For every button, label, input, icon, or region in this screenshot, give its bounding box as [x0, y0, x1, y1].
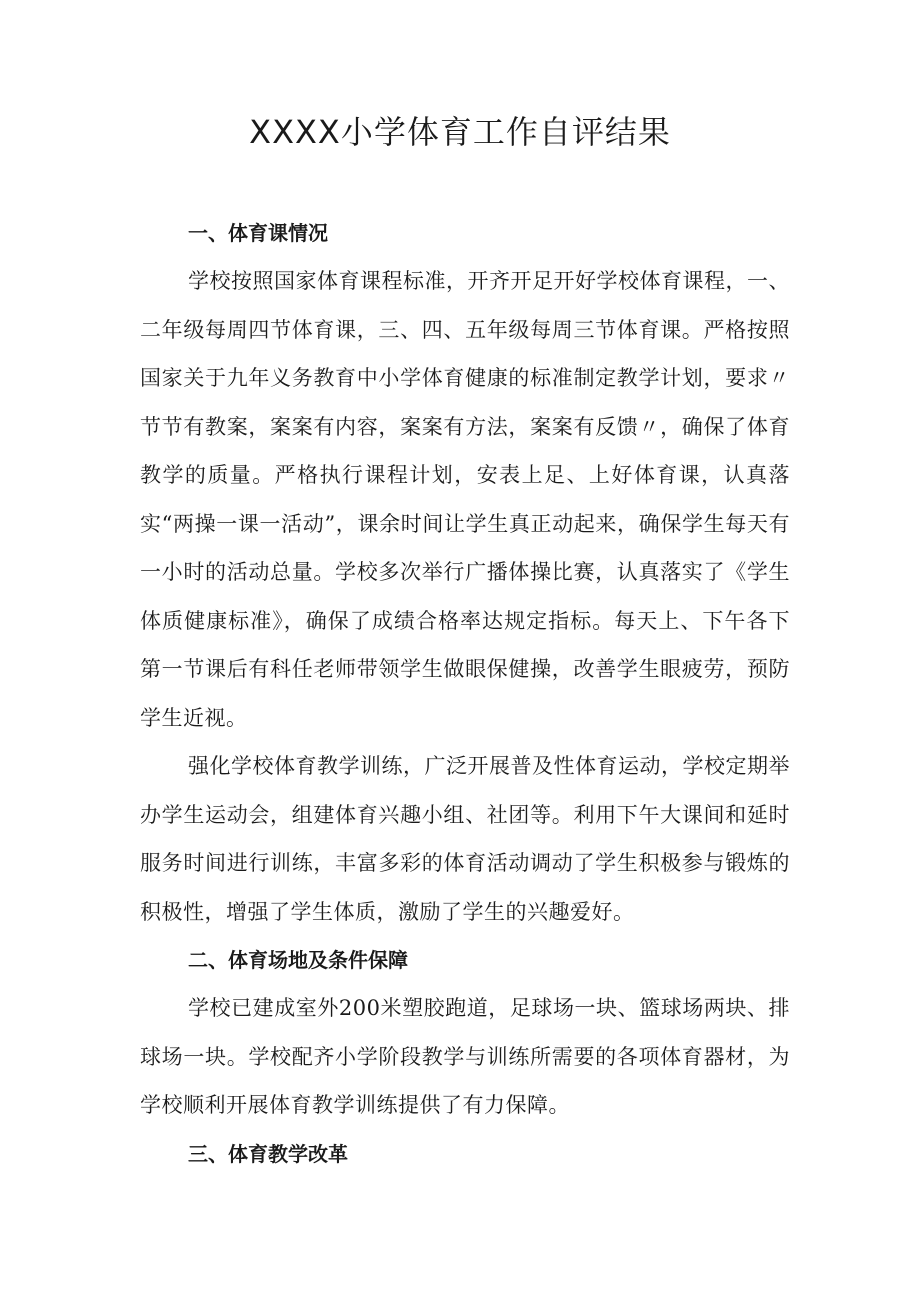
section-heading: 二、体育场地及条件保障 [188, 948, 408, 972]
document-body [140, 209, 790, 1178]
section-heading: 三、体育教学改革 [188, 1141, 348, 1166]
section-paragraph: 学校已建成室外200米塑胶跑道，足球场一块、篮球场两块、排球场一块。学校配齐小学阶段教学与训练所需要的各项体育器材，为学校顺利开展体育教学训练提供了有力保障。 [140, 996, 790, 1117]
section-heading: 一、体育课情况 [188, 221, 328, 245]
section-paragraph: 学校按照国家体育课程标准，开齐开足开好学校体育课程，一、二年级每周四节体育课，三、四、五年级每周三节体育课。严格按照国家关于九年义务教育中小学体育健康的标准制定教学计划，要求〃节节有教案，案案有内容，案案有方法，案案有反馈〃，确保了体育教学的质量。严格执行课程计划，安表上足、上好体育课，认真落实“两操一课一活动”，课余时间让学生真正动起来，确保学生每天有一小时的活动总量。学校多次举行广播体操比赛，认真落实了《学生体质健康标准》，确保了成绩合格率达规定指标。每天上、下午各下第一节课后有科任老师带领学生做眼保健操，改善学生眼疲劳，预防学生近视。 [140, 269, 790, 730]
section-paragraph: 强化学校体育教学训练，广泛开展普及性体育运动，学校定期举办学生运动会，组建体育兴趣小组、社团等。利用下午大课间和延时服务时间进行训练，丰富多彩的体育活动调动了学生积极参与锻炼的积极性，增强了学生体质，激励了学生的兴趣爱好。 [140, 754, 790, 924]
document-title: XXXX小学体育工作自评结果 [249, 113, 671, 151]
